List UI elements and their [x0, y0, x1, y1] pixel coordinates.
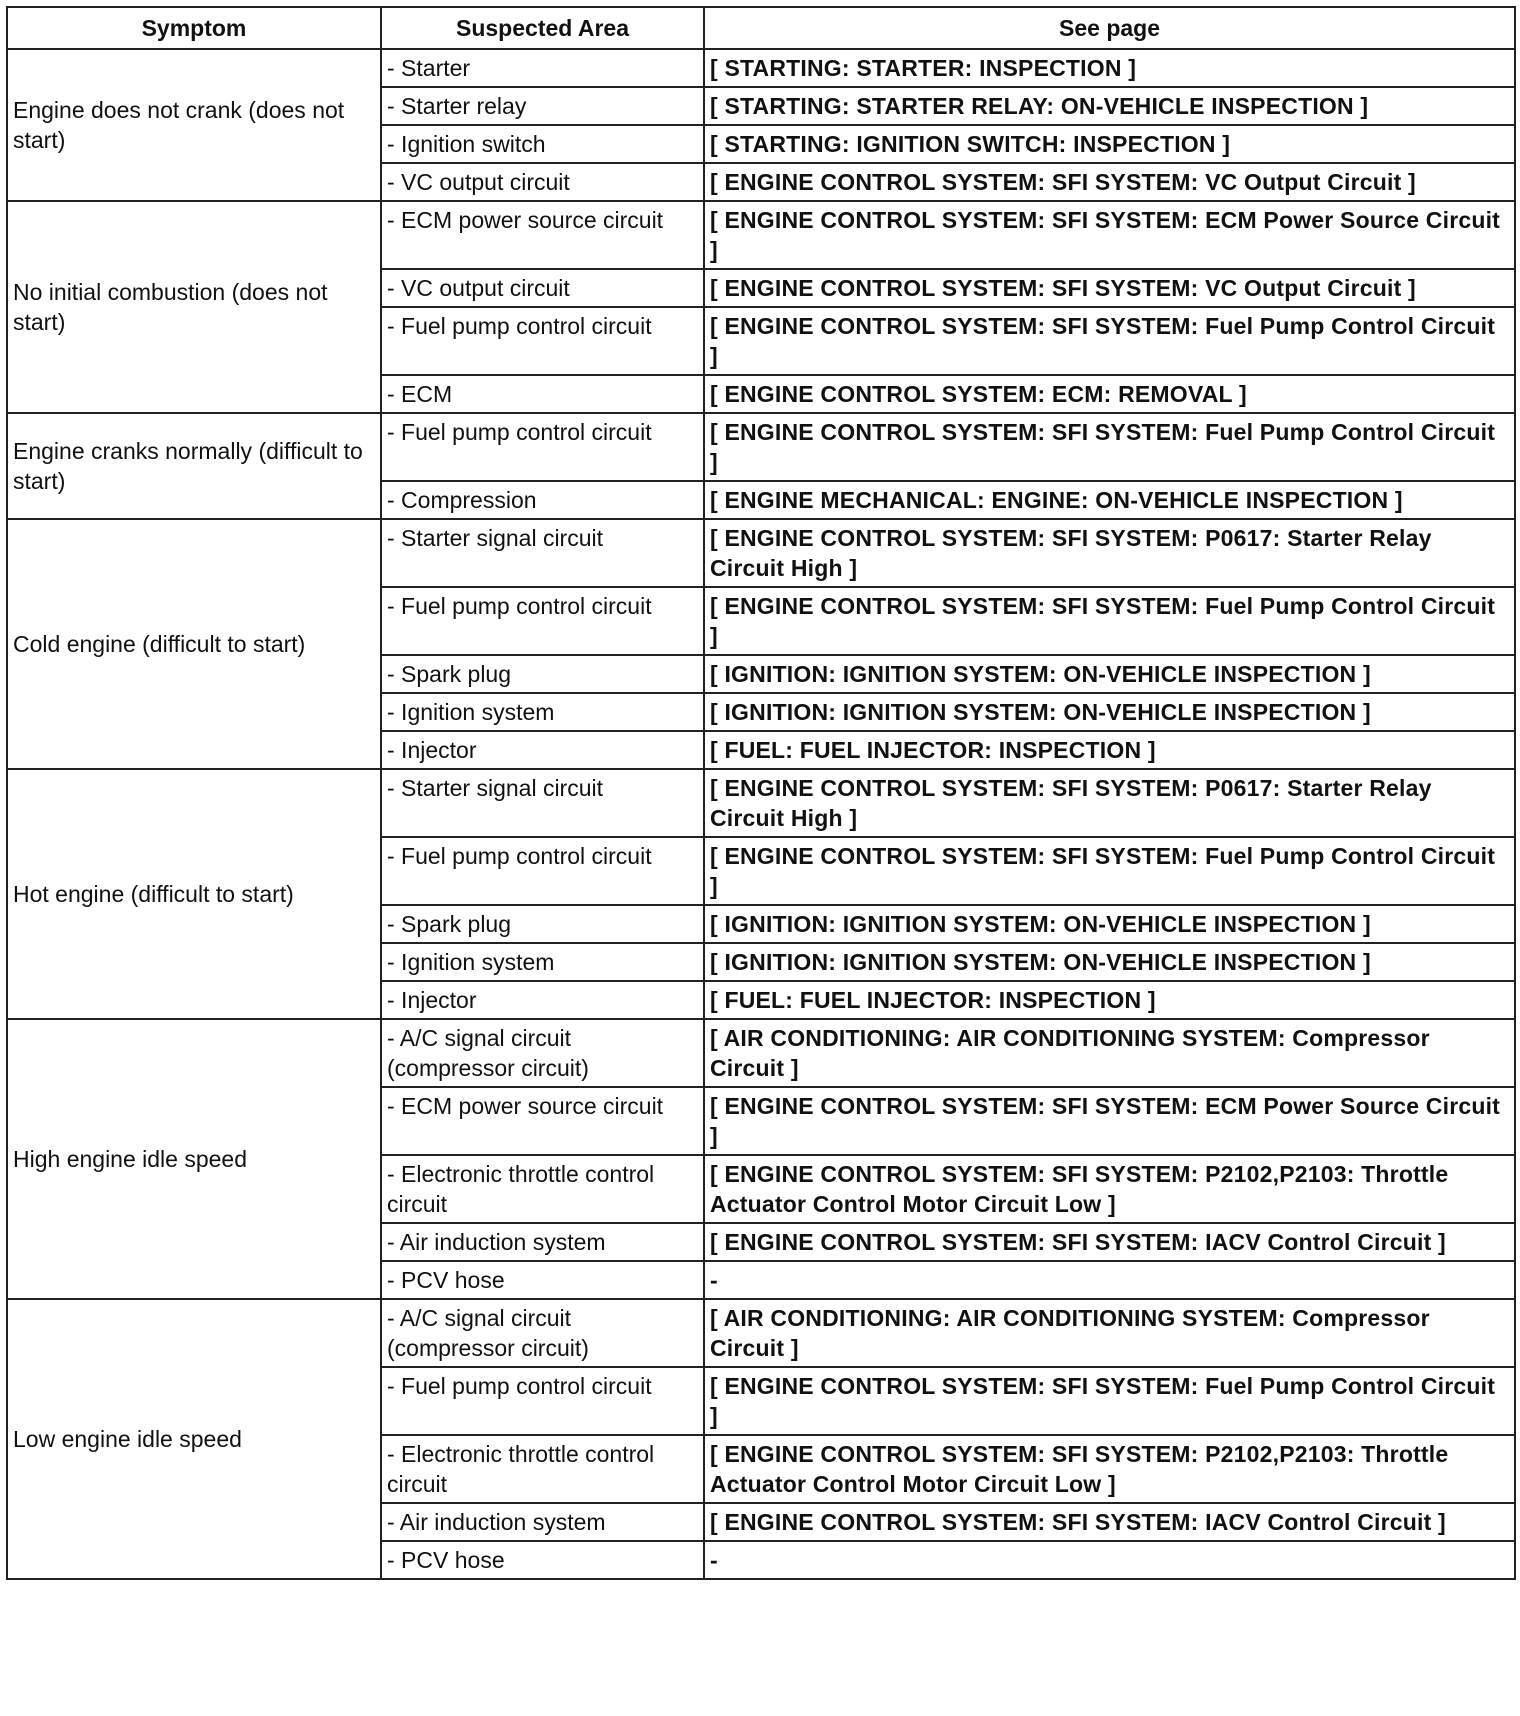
suspected-area-cell: - A/C signal circuit (compressor circuit) — [381, 1299, 704, 1367]
suspected-area-cell: - PCV hose — [381, 1261, 704, 1299]
see-page-link[interactable]: [ STARTING: STARTER RELAY: ON-VEHICLE INSPECTION ] — [704, 87, 1515, 125]
suspected-area-cell: - Fuel pump control circuit — [381, 307, 704, 375]
suspected-area-cell: - Spark plug — [381, 905, 704, 943]
suspected-area-cell: - Injector — [381, 731, 704, 769]
suspected-area-cell: - Injector — [381, 981, 704, 1019]
see-page-link[interactable]: [ ENGINE CONTROL SYSTEM: SFI SYSTEM: IACV Control Circuit ] — [704, 1503, 1515, 1541]
suspected-area-cell: - Ignition system — [381, 943, 704, 981]
symptom-cell: Hot engine (difficult to start) — [7, 769, 381, 1019]
see-page-link[interactable]: [ IGNITION: IGNITION SYSTEM: ON-VEHICLE INSPECTION ] — [704, 905, 1515, 943]
suspected-area-cell: - Starter signal circuit — [381, 769, 704, 837]
see-page-link[interactable]: [ FUEL: FUEL INJECTOR: INSPECTION ] — [704, 981, 1515, 1019]
suspected-area-cell: - Spark plug — [381, 655, 704, 693]
suspected-area-cell: - Ignition switch — [381, 125, 704, 163]
header-symptom: Symptom — [7, 7, 381, 49]
suspected-area-cell: - Electronic throttle control circuit — [381, 1435, 704, 1503]
see-page-link[interactable]: [ ENGINE CONTROL SYSTEM: SFI SYSTEM: P0617: Starter Relay Circuit High ] — [704, 519, 1515, 587]
suspected-area-cell: - VC output circuit — [381, 269, 704, 307]
table-row — [7, 519, 1515, 587]
see-page-link[interactable]: [ ENGINE CONTROL SYSTEM: SFI SYSTEM: VC Output Circuit ] — [704, 269, 1515, 307]
suspected-area-cell: - Air induction system — [381, 1503, 704, 1541]
suspected-area-cell: - ECM power source circuit — [381, 1087, 704, 1155]
see-page-link[interactable]: [ ENGINE CONTROL SYSTEM: SFI SYSTEM: P0617: Starter Relay Circuit High ] — [704, 769, 1515, 837]
see-page-link[interactable]: [ ENGINE CONTROL SYSTEM: ECM: REMOVAL ] — [704, 375, 1515, 413]
symptom-cell: Low engine idle speed — [7, 1299, 381, 1579]
see-page-link[interactable]: [ ENGINE CONTROL SYSTEM: SFI SYSTEM: Fuel Pump Control Circuit ] — [704, 413, 1515, 481]
suspected-area-cell: - Ignition system — [381, 693, 704, 731]
symptom-cell: Cold engine (difficult to start) — [7, 519, 381, 769]
see-page-link[interactable]: [ FUEL: FUEL INJECTOR: INSPECTION ] — [704, 731, 1515, 769]
see-page-link: - — [704, 1261, 1515, 1299]
see-page-link[interactable]: [ STARTING: IGNITION SWITCH: INSPECTION ] — [704, 125, 1515, 163]
suspected-area-cell: - Starter — [381, 49, 704, 87]
see-page-link[interactable]: [ ENGINE CONTROL SYSTEM: SFI SYSTEM: Fuel Pump Control Circuit ] — [704, 307, 1515, 375]
suspected-area-cell: - VC output circuit — [381, 163, 704, 201]
suspected-area-cell: - Electronic throttle control circuit — [381, 1155, 704, 1223]
see-page-link[interactable]: [ IGNITION: IGNITION SYSTEM: ON-VEHICLE INSPECTION ] — [704, 693, 1515, 731]
suspected-area-cell: - ECM power source circuit — [381, 201, 704, 269]
suspected-area-cell: - ECM — [381, 375, 704, 413]
symptom-table — [6, 6, 1516, 1580]
header-see-page: See page — [704, 7, 1515, 49]
see-page-link[interactable]: [ ENGINE CONTROL SYSTEM: SFI SYSTEM: P2102,P2103: Throttle Actuator Control Motor Circuit Low ] — [704, 1155, 1515, 1223]
table-row — [7, 49, 1515, 87]
suspected-area-cell: - Compression — [381, 481, 704, 519]
table-row — [7, 201, 1515, 269]
table-header-row — [7, 7, 1515, 49]
table-body — [7, 49, 1515, 1579]
see-page-link: - — [704, 1541, 1515, 1579]
table-row — [7, 1019, 1515, 1087]
table-row — [7, 413, 1515, 481]
suspected-area-cell: - Air induction system — [381, 1223, 704, 1261]
see-page-link[interactable]: [ ENGINE CONTROL SYSTEM: SFI SYSTEM: Fuel Pump Control Circuit ] — [704, 837, 1515, 905]
see-page-link[interactable]: [ ENGINE CONTROL SYSTEM: SFI SYSTEM: ECM Power Source Circuit ] — [704, 201, 1515, 269]
suspected-area-cell: - PCV hose — [381, 1541, 704, 1579]
see-page-link[interactable]: [ ENGINE MECHANICAL: ENGINE: ON-VEHICLE INSPECTION ] — [704, 481, 1515, 519]
suspected-area-cell: - A/C signal circuit (compressor circuit) — [381, 1019, 704, 1087]
see-page-link[interactable]: [ STARTING: STARTER: INSPECTION ] — [704, 49, 1515, 87]
see-page-link[interactable]: [ AIR CONDITIONING: AIR CONDITIONING SYSTEM: Compressor Circuit ] — [704, 1299, 1515, 1367]
table-row — [7, 769, 1515, 837]
see-page-link[interactable]: [ ENGINE CONTROL SYSTEM: SFI SYSTEM: P2102,P2103: Throttle Actuator Control Motor Circuit Low ] — [704, 1435, 1515, 1503]
header-suspected-area: Suspected Area — [381, 7, 704, 49]
suspected-area-cell: - Fuel pump control circuit — [381, 587, 704, 655]
suspected-area-cell: - Starter relay — [381, 87, 704, 125]
see-page-link[interactable]: [ AIR CONDITIONING: AIR CONDITIONING SYSTEM: Compressor Circuit ] — [704, 1019, 1515, 1087]
see-page-link[interactable]: [ IGNITION: IGNITION SYSTEM: ON-VEHICLE INSPECTION ] — [704, 655, 1515, 693]
see-page-link[interactable]: [ ENGINE CONTROL SYSTEM: SFI SYSTEM: Fuel Pump Control Circuit ] — [704, 1367, 1515, 1435]
see-page-link[interactable]: [ ENGINE CONTROL SYSTEM: SFI SYSTEM: VC Output Circuit ] — [704, 163, 1515, 201]
see-page-link[interactable]: [ ENGINE CONTROL SYSTEM: SFI SYSTEM: Fuel Pump Control Circuit ] — [704, 587, 1515, 655]
see-page-link[interactable]: [ ENGINE CONTROL SYSTEM: SFI SYSTEM: ECM Power Source Circuit ] — [704, 1087, 1515, 1155]
table-row — [7, 1299, 1515, 1367]
suspected-area-cell: - Starter signal circuit — [381, 519, 704, 587]
suspected-area-cell: - Fuel pump control circuit — [381, 837, 704, 905]
symptom-cell: High engine idle speed — [7, 1019, 381, 1299]
symptom-cell: No initial combustion (does not start) — [7, 201, 381, 413]
see-page-link[interactable]: [ IGNITION: IGNITION SYSTEM: ON-VEHICLE INSPECTION ] — [704, 943, 1515, 981]
see-page-link[interactable]: [ ENGINE CONTROL SYSTEM: SFI SYSTEM: IACV Control Circuit ] — [704, 1223, 1515, 1261]
symptom-cell: Engine cranks normally (difficult to start) — [7, 413, 381, 519]
document-page — [6, 6, 1514, 1580]
symptom-cell: Engine does not crank (does not start) — [7, 49, 381, 201]
suspected-area-cell: - Fuel pump control circuit — [381, 413, 704, 481]
suspected-area-cell: - Fuel pump control circuit — [381, 1367, 704, 1435]
